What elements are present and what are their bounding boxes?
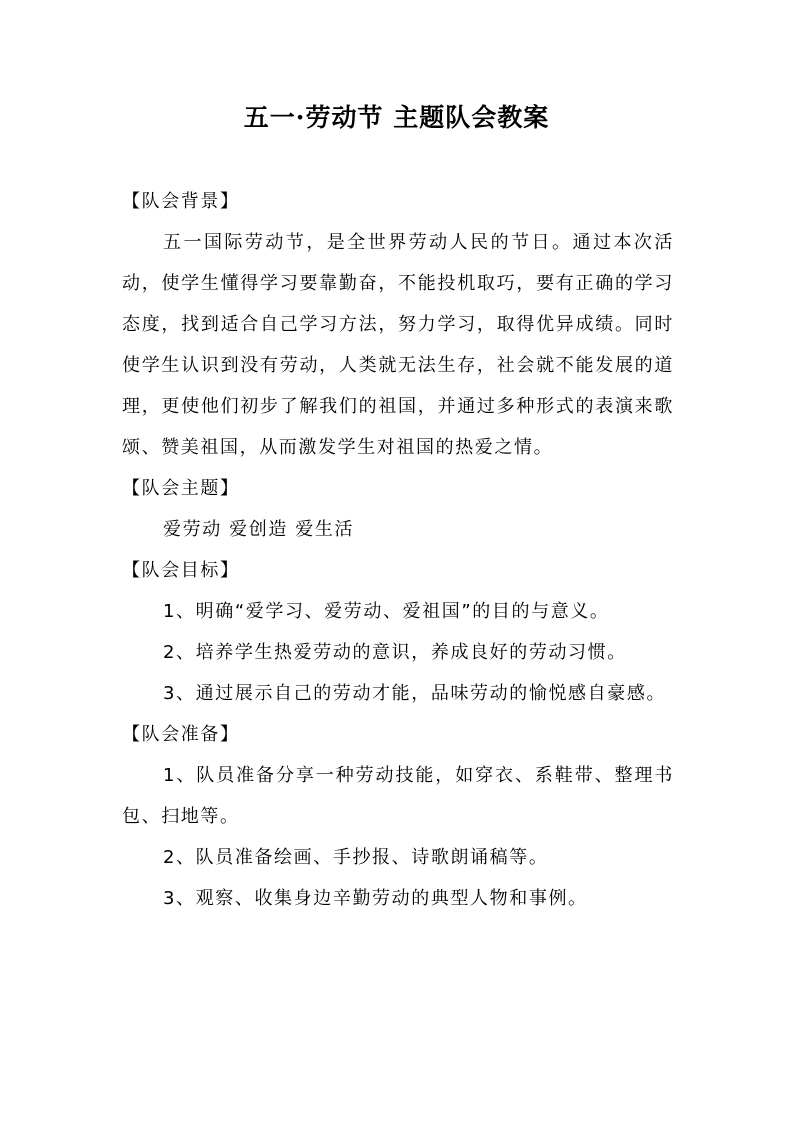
background-paragraph: 五一国际劳动节，是全世界劳动人民的节日。通过本次活动，使学生懂得学习要靠勤奋，不能投机取巧，要有正确的学习态度，找到适合自己学习方法，努力学习，取得优异成绩。同时使学生认识到没有劳动，人类就无法生存，社会就不能发展的道理，更使他们初步了解我们的祖国，并通过多种形式的表演来歌颂、赞美祖国，从而激发学生对祖国的热爱之情。 bbox=[122, 232, 674, 458]
goal-item: 3、通过展示自己的劳动才能，品味劳动的愉悦感自豪感。 bbox=[163, 683, 667, 704]
section-heading-goals: 【队会目标】 bbox=[122, 560, 240, 581]
preparation-item: 3、观察、收集身边辛勤劳动的典型人物和事例。 bbox=[163, 888, 588, 909]
document-body bbox=[122, 181, 674, 919]
goal-item: 1、明确“爱学习、爱劳动、爱祖国”的目的与意义。 bbox=[163, 601, 610, 622]
document-title: 五一·劳动节 主题队会教案 bbox=[243, 103, 550, 132]
section-heading-background: 【队会背景】 bbox=[122, 191, 240, 212]
preparation-item: 2、队员准备绘画、手抄报、诗歌朗诵稿等。 bbox=[163, 847, 549, 868]
section-heading-preparation: 【队会准备】 bbox=[122, 724, 240, 745]
theme-text: 爱劳动 爱创造 爱生活 bbox=[163, 519, 355, 540]
preparation-item: 1、队员准备分享一种劳动技能，如穿衣、系鞋带、整理书包、扫地等。 bbox=[122, 765, 674, 827]
section-heading-theme: 【队会主题】 bbox=[122, 478, 240, 499]
goal-item: 2、培养学生热爱劳动的意识，养成良好的劳动习惯。 bbox=[163, 642, 627, 663]
